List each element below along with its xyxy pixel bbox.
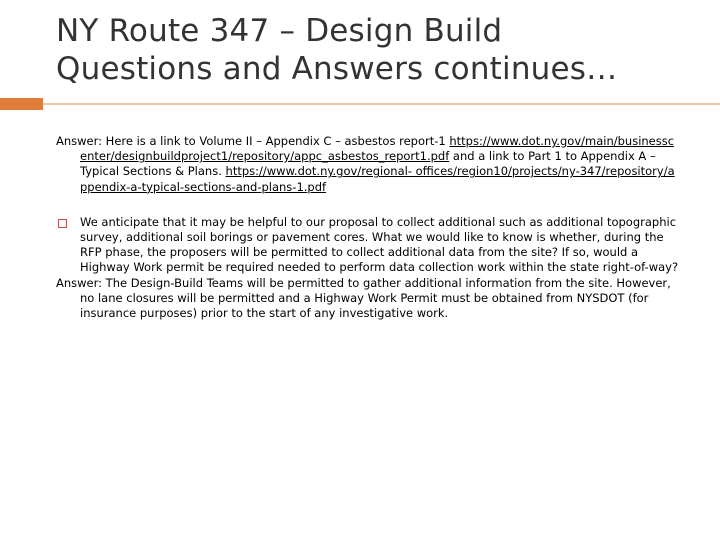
answer-1-mid: and a link to Part 1 to Appendix A – Typical Sections & Plans. <box>80 149 656 179</box>
question-text: We anticipate that it may be helpful to our proposal to collect additional such as additional topographic survey, additional soil borings or pavement cores. What we would like to know is whether, during the RFP phase, the proposers will be permitted to collect additional data from the site? If so, would a Highway Work permit be required needed to perform data collection work within the state right-of-way? <box>80 214 679 275</box>
title-line-1: NY Route 347 – Design Build <box>56 13 503 49</box>
answer-2: Answer: The Design-Build Teams will be permitted to gather additional information from the site. However, no lane closures will be permitted and a Highway Work Permit must be obtained from NYSDOT (for insurance purposes) prior to the start of any investigative work. <box>56 275 671 321</box>
title-line-2: Questions and Answers continues… <box>56 51 618 87</box>
slide-title <box>56 12 676 88</box>
square-bullet-icon <box>58 219 67 228</box>
answer-1-prefix: Answer: Here is a link to Volume II – Appendix C – asbestos report-1 <box>56 134 446 148</box>
slide-body <box>56 134 680 321</box>
question-item <box>56 215 680 276</box>
title-divider-line <box>43 103 720 105</box>
answer-1 <box>56 134 680 195</box>
accent-bar <box>0 98 43 110</box>
typical-sections-link[interactable]: https://www.dot.ny.gov/regional- offices/region10/projects/ny-347/repository/appendix-a-typical-sections-and-plans-1.pdf <box>80 164 675 194</box>
asbestos-report-link[interactable]: https://www.dot.ny.gov/main/businesscenter/designbuildproject1/repository/appc_asbestos_report1.pdf <box>80 134 675 164</box>
